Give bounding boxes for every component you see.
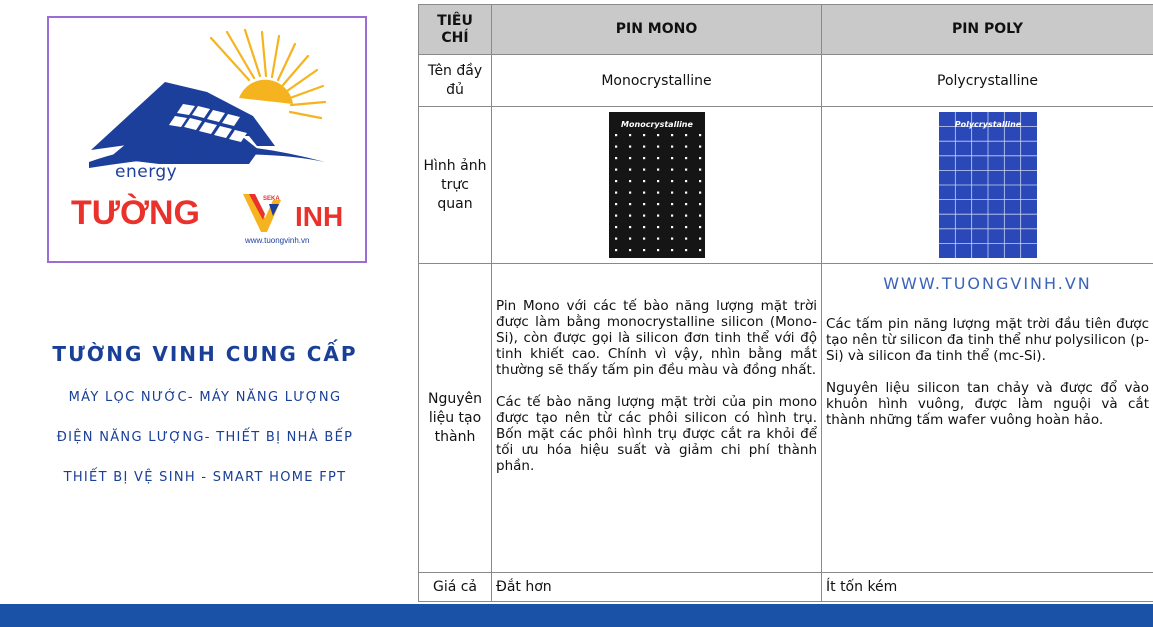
supply-title: TƯỜNG VINH CUNG CẤP bbox=[52, 342, 358, 366]
supply-line-2: ĐIỆN NĂNG LƯỢNG- THIẾT BỊ NHÀ BẾP bbox=[56, 430, 354, 445]
cell-poly-image bbox=[822, 107, 1153, 264]
row-label-image: Hình ảnh trực quan bbox=[419, 107, 492, 264]
row-label-material: Nguyên liệu tạo thành bbox=[419, 264, 492, 573]
mono-material-paragraph-1: Pin Mono với các tế bào năng lượng mặt trời được làm bằng monocrystalline silicon (Mono-Si), còn được gọi là silicon đơn tinh thể với độ tinh khiết cao. Chính vì vậy, nhìn bằng mắt thường sẽ thấy tấm pin đều màu và đồng nhất. bbox=[496, 298, 817, 378]
row-label-price: Giá cả bbox=[419, 573, 492, 602]
logo-url: www.tuongvinh.vn bbox=[245, 236, 310, 245]
logo-brand-name bbox=[71, 194, 351, 240]
header-criteria: TIÊU CHÍ bbox=[419, 5, 492, 55]
cell-poly-price: Ít tốn kém bbox=[822, 573, 1153, 602]
mono-panel-caption: Monocrystalline bbox=[620, 120, 693, 129]
poly-material-paragraph-1: Các tấm pin năng lượng mặt trời đầu tiên được tạo nên từ silicon đa tinh thể như polysilicon (p-Si) và silicon đa tinh thể (mc-Si). bbox=[826, 316, 1149, 364]
logo-badge: SEKA bbox=[263, 196, 280, 202]
comparison-table bbox=[418, 4, 1153, 602]
cell-mono-price: Đắt hơn bbox=[492, 573, 822, 602]
cell-mono-full-name: Monocrystalline bbox=[492, 55, 822, 107]
header-mono: PIN MONO bbox=[492, 5, 822, 55]
row-label-full-name: Tên đầy đủ bbox=[419, 55, 492, 107]
cell-poly-full-name: Polycrystalline bbox=[822, 55, 1153, 107]
table-header-row bbox=[419, 5, 1153, 55]
bottom-bar bbox=[0, 604, 1153, 627]
cell-poly-material bbox=[822, 264, 1153, 573]
poly-panel-image bbox=[939, 112, 1037, 258]
poly-watermark: WWW.TUONGVINH.VN bbox=[883, 274, 1092, 293]
cell-mono-material bbox=[492, 264, 822, 573]
header-poly: PIN POLY bbox=[822, 5, 1153, 55]
poly-panel-caption: Polycrystalline bbox=[954, 120, 1021, 129]
supply-line-3: THIẾT BỊ VỆ SINH - SMART HOME FPT bbox=[63, 470, 347, 485]
table-row bbox=[419, 573, 1153, 602]
company-logo bbox=[47, 16, 367, 263]
supply-line-1: MÁY LỌC NƯỚC- MÁY NĂNG LƯỢNG bbox=[68, 390, 342, 405]
cell-mono-image bbox=[492, 107, 822, 264]
poly-material-paragraph-2: Nguyên liệu silicon tan chảy và được đổ vào khuôn hình vuông, được làm nguội và cắt thành những tấm wafer vuông hoàn hảo. bbox=[826, 380, 1149, 428]
logo-energy-text: energy bbox=[115, 162, 178, 182]
table-row bbox=[419, 264, 1153, 573]
table-row bbox=[419, 55, 1153, 107]
logo-brand-part1: TƯỜNG bbox=[71, 194, 200, 232]
mono-panel-image bbox=[609, 112, 705, 258]
mono-material-paragraph-2: Các tế bào năng lượng mặt trời của pin mono được tạo nên từ các phôi silicon có hình trụ. Bốn mặt các phôi hình trụ được cắt ra khỏi để tối ưu hóa hiệu suất và giảm chi phí thành phần. bbox=[496, 394, 817, 474]
logo-brand-part2: INH bbox=[295, 201, 344, 232]
table-row bbox=[419, 107, 1153, 264]
